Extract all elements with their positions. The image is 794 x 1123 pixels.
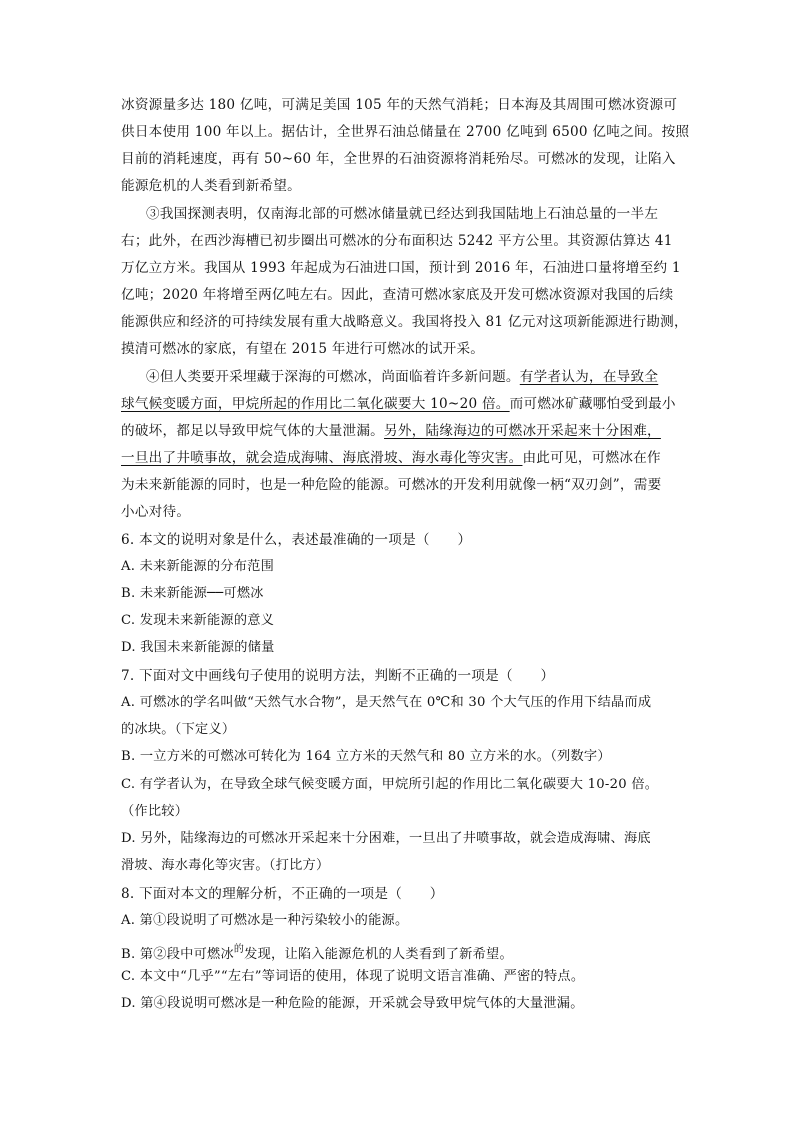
plain-text: 的破坏，都足以导致甲烷气体的大量泄漏。	[121, 423, 385, 439]
underlined-sentence: 另外，陆缘海边的可燃冰开采起来十分困难，	[384, 423, 661, 439]
answer-option: A. 未来新能源的分布范围	[121, 559, 275, 574]
passage-line: 亿吨；2020 年将增至两亿吨左右。因此，查清可燃冰家底及开发可燃冰资源对我国的后续	[121, 287, 674, 303]
passage-line: 为未来新能源的同时，也是一种危险的能源。可燃冰的开发利用就像一柄“双刃剑”，需要	[121, 477, 662, 493]
passage-line: 小心对待。	[121, 504, 191, 520]
answer-option: D. 第④段说明可燃冰是一种危险的能源，开采就会导致甲烷气体的大量泄漏。	[121, 996, 584, 1011]
plain-text: 而可燃冰矿藏哪怕受到最小	[509, 396, 676, 412]
plain-text: ④但人类要开采埋藏于深海的可燃冰，尚面临着许多新问题。	[146, 369, 520, 385]
answer-option: D. 我国未来新能源的储量	[121, 640, 275, 655]
answer-option	[121, 941, 513, 964]
passage-line	[121, 395, 676, 413]
answer-option: C. 发现未来新能源的意义	[121, 613, 275, 628]
answer-option: C. 有学者认为，在导致全球气候变暖方面，甲烷所引起的作用比二氧化碳要大 10-20 倍。	[121, 777, 659, 792]
superscript-char: 的	[233, 944, 245, 955]
answer-option: D. 另外，陆缘海边的可燃冰开采起来十分困难，一旦出了井喷事故，就会造成海啸、海底	[121, 831, 651, 846]
answer-option-cont: （作比较）	[121, 804, 189, 819]
answer-option: A. 可燃冰的学名叫做“天然气水合物”，是天然气在 0℃和 30 个大气压的作用下结晶而成	[121, 695, 652, 710]
underlined-sentence: 一旦出了井喷事故，就会造成海啸、海底滑坡、海水毒化等灾害。	[121, 450, 523, 466]
answer-option-cont: 的冰块。（下定义）	[121, 722, 236, 737]
passage-line: 右；此外，在西沙海槽已初步圈出可燃冰的分布面积达 5242 平方公里。其资源估算达 41	[121, 233, 673, 249]
passage-line	[121, 449, 661, 467]
answer-option: B. 一立方米的可燃冰可转化为 164 立方米的天然气和 80 立方米的水。（列数字）	[121, 749, 611, 764]
passage-line: 目前的消耗速度，再有 50~60 年，全世界的石油资源将消耗殆尽。可燃冰的发现，让陷入	[121, 151, 676, 167]
passage-line	[146, 368, 658, 386]
option-text: B. 第②段中可燃冰	[121, 947, 234, 962]
answer-option: B. 未来新能源──可燃冰	[121, 586, 264, 601]
passage-line	[121, 422, 661, 440]
answer-option-cont: 滑坡、海水毒化等灾害。（打比方）	[121, 858, 330, 873]
option-text: 发现，让陷入能源危机的人类看到了新希望。	[244, 947, 513, 962]
answer-option: A. 第①段说明了可燃冰是一种污染较小的能源。	[121, 913, 409, 928]
question-stem: 7. 下面对文中画线句子使用的说明方法，判断不正确的一项是（ ）	[121, 668, 555, 684]
passage-line: 能源供应和经济的可持续发展有重大战略意义。我国将投入 81 亿元对这项新能源进行勘测，	[121, 314, 688, 330]
passage-line: 供日本使用 100 年以上。据估计，全世界石油总储量在 2700 亿吨到 6500 亿吨之间。按照	[121, 124, 690, 140]
underlined-sentence: 有学者认为，在导致全	[519, 369, 659, 385]
question-stem: 8. 下面对本文的理解分析，不正确的一项是（ ）	[121, 886, 444, 902]
underlined-sentence: 球气候变暖方面，甲烷所起的作用比二氧化碳要大 10~20 倍。	[121, 396, 510, 412]
passage-line: ③我国探测表明，仅南海北部的可燃冰储量就已经达到我国陆地上石油总量的一半左	[146, 206, 659, 222]
passage-line: 能源危机的人类看到新希望。	[121, 178, 301, 194]
passage-line: 冰资源量多达 180 亿吨，可满足美国 105 年的天然气消耗；日本海及其周围可燃冰资源可	[121, 97, 678, 113]
passage-line: 摸清可燃冰的家底，有望在 2015 年进行可燃冰的试开采。	[121, 341, 485, 357]
plain-text: 由此可见，可燃冰在作	[522, 450, 661, 466]
passage-line: 万亿立方米。我国从 1993 年起成为石油进口国，预计到 2016 年，石油进口量将增至约 1	[121, 260, 681, 276]
answer-option: C. 本文中“几乎”“左右”等词语的使用，体现了说明文语言准确、严密的特点。	[121, 969, 585, 984]
question-stem: 6. 本文的说明对象是什么，表述最准确的一项是（ ）	[121, 532, 472, 548]
